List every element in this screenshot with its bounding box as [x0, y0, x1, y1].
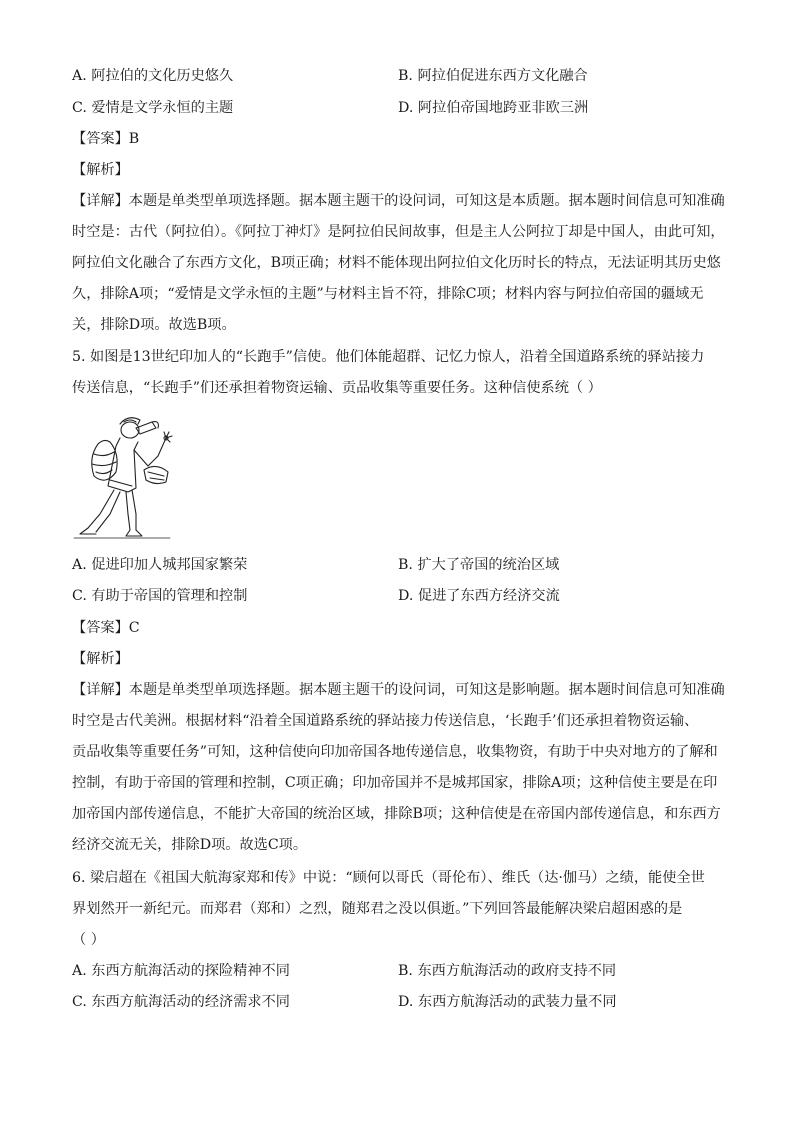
q5-analysis-heading: 【解析】	[72, 651, 129, 667]
q4-option-d: D. 阿拉伯帝国地跨亚非欧三洲	[398, 100, 589, 116]
q4-option-a: A. 阿拉伯的文化历史悠久	[72, 68, 234, 84]
q6-option-b: B. 东西方航海活动的政府支持不同	[398, 963, 617, 979]
q5-option-a: A. 促进印加人城邦国家繁荣	[72, 557, 248, 573]
q5-option-b: B. 扩大了帝国的统治区域	[398, 557, 560, 573]
q6-stem-line: （ ）	[72, 932, 105, 948]
q5-detail-line: 贡品收集等重要任务”可知，这种信使向印加帝国各地传递信息，收集物资，有助于中央对地方的了解和	[72, 744, 718, 760]
q4-detail-line: 久，排除A项；“爱情是文学永恒的主题”与材料主旨不符，排除C项；材料内容与阿拉伯帝国的疆域无	[72, 286, 704, 302]
q5-stem-line: 传送信息，“长跑手”们还承担着物资运输、贡品收集等重要任务。这种信使系统（ ）	[72, 380, 602, 396]
q5-option-d: D. 促进了东西方经济交流	[398, 588, 560, 604]
q5-detail-line: 【详解】本题是单类型单项选择题。据本题主题干的设问词，可知这是影响题。据本题时间信息可知准确	[72, 682, 725, 698]
q4-detail-line: 阿拉伯文化融合了东西方文化，B项正确；材料不能体现出阿拉伯文化历时长的特点，无法证明其历史悠	[72, 255, 721, 271]
q5-detail-line: 控制，有助于帝国的管理和控制，C项正确；印加帝国并不是城邦国家，排除A项；这种信使主要是在印	[72, 775, 718, 791]
q4-detail-line: 关，排除D项。故选B项。	[72, 317, 236, 333]
q5-answer: 【答案】C	[72, 620, 140, 636]
q4-detail-line: 时空是：古代（阿拉伯）。《阿拉丁神灯》是阿拉伯民间故事，但是主人公阿拉丁却是中国人，由此可知，	[72, 224, 725, 240]
q5-detail-line: 经济交流无关，排除D项。故选C项。	[72, 837, 308, 853]
q6-stem-line: 6. 梁启超在《祖国大航海家郑和传》中说：“顾何以哥氏（哥伦布）、维氏（达·伽马）之绩，能使全世	[72, 870, 705, 886]
q5-stem-line: 5. 如图是13世纪印加人的“长跑手”信使。他们体能超群、记忆力惊人，沿着全国道路系统的驿站接力	[72, 349, 705, 365]
q5-detail-line: 加帝国内部传递信息，不能扩大帝国的统治区域，排除B项；这种信使是在帝国内部传递信息，和东西方	[72, 806, 721, 822]
q4-option-b: B. 阿拉伯促进东西方文化融合	[398, 68, 588, 84]
q6-option-a: A. 东西方航海活动的探险精神不同	[72, 963, 290, 979]
q6-stem-line: 界划然开一新纪元。而郑君（郑和）之烈，随郑君之没以俱逝。”下列回答最能解决梁启超困惑的是	[72, 901, 683, 917]
q4-analysis-heading: 【解析】	[72, 162, 129, 178]
q5-detail-line: 时空是古代美洲。根据材料“沿着全国道路系统的驿站接力传送信息，‘长跑手’们还承担着物资运输、	[72, 713, 699, 729]
inca-runner-illustration	[70, 410, 182, 542]
q5-option-c: C. 有助于帝国的管理和控制	[72, 588, 248, 604]
q4-option-c: C. 爱情是文学永恒的主题	[72, 100, 234, 116]
q4-detail-line: 【详解】本题是单类型单项选择题。据本题主题干的设问词，可知这是本质题。据本题时间信息可知准确	[72, 193, 725, 209]
q6-option-c: C. 东西方航海活动的经济需求不同	[72, 994, 290, 1010]
q6-option-d: D. 东西方航海活动的武装力量不同	[398, 994, 617, 1010]
q4-answer: 【答案】B	[72, 131, 140, 147]
